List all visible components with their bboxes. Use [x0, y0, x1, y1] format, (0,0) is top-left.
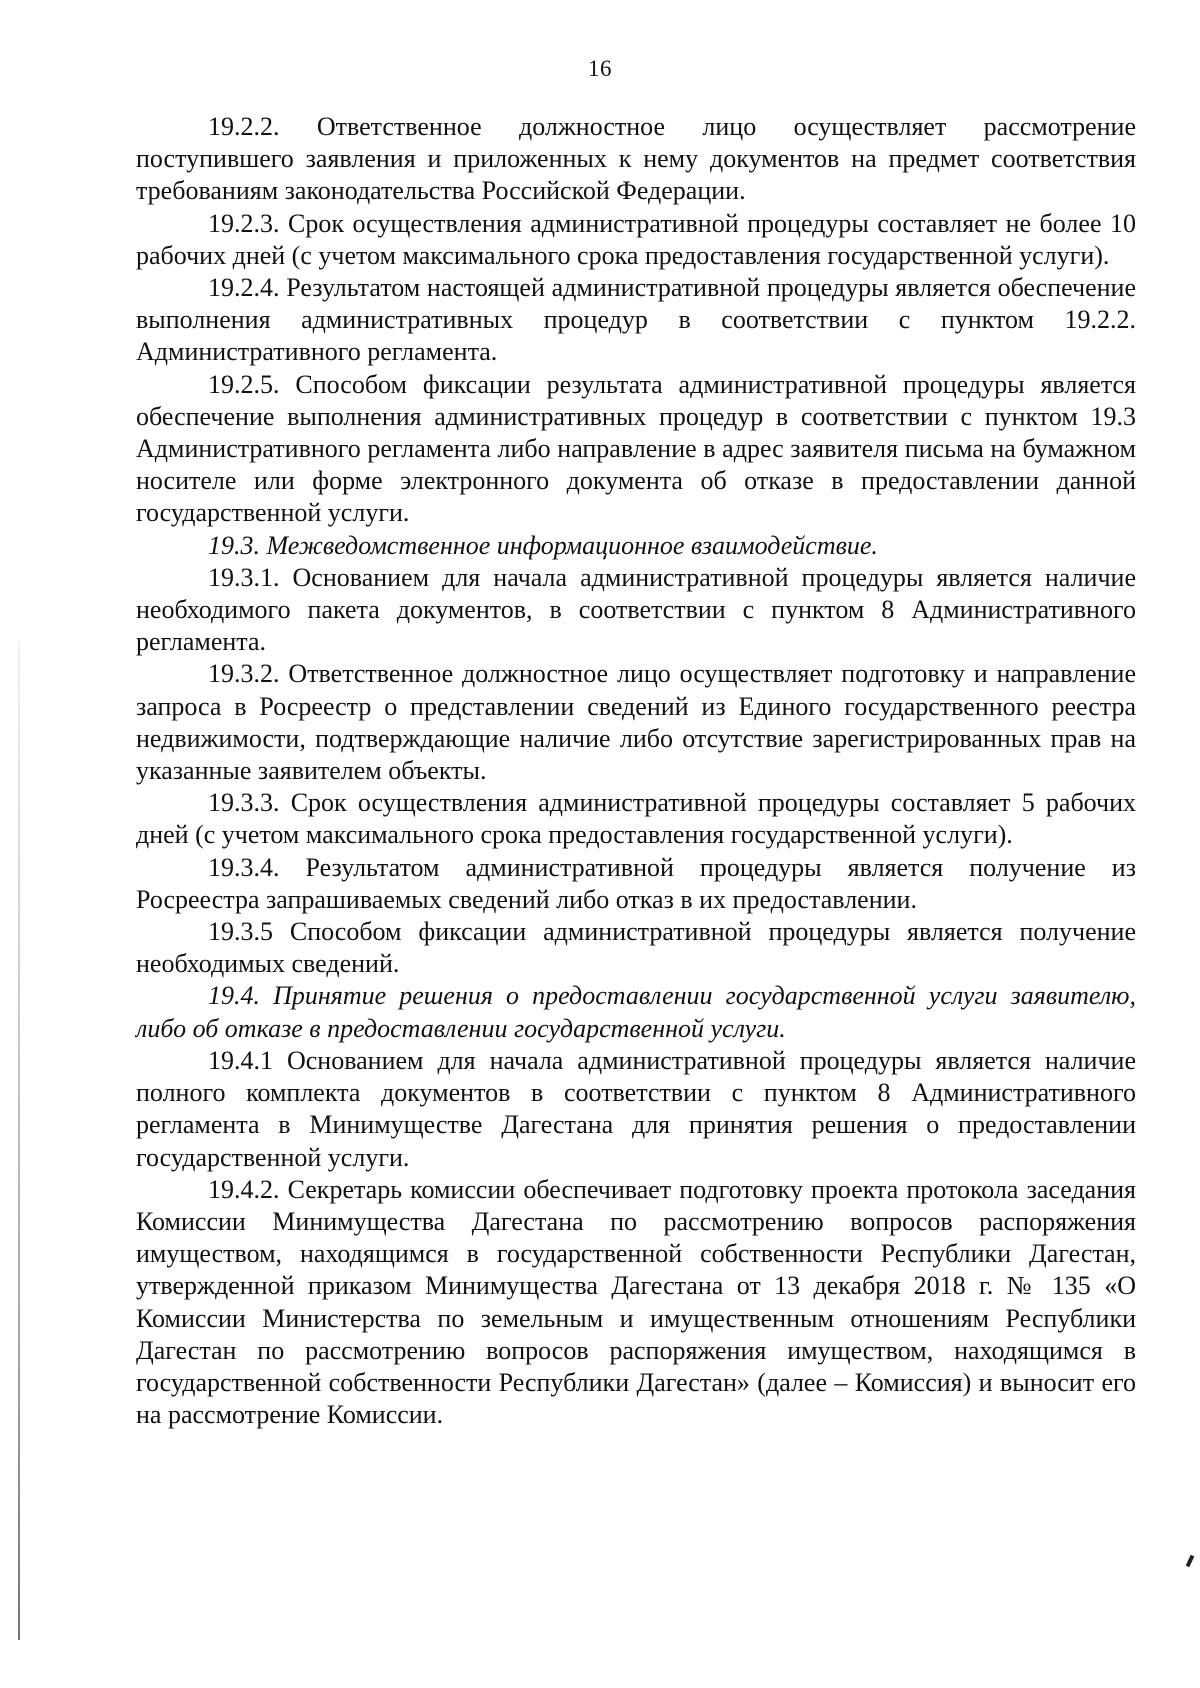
section-heading-19-3: 19.3. Межведомственное информационное взаимодействие.	[208, 530, 878, 560]
paragraph-19-4-2: 19.4.2. Секретарь комиссии обеспечивает подготовку проекта протокола заседания Комиссии Минимущества Дагестана по рассмотрению вопросов распоряжения имуществом, находящимся в государственной собственности Республики Дагестан, утвержденной приказом Минимущества Дагестана от 13 декабря 2018 г. № 135 «О Комиссии Министерства по земельным и имущественным отношениям Республики Дагестан по рассмотрению вопросов распоряжения имуществом, находящимся в государственной собственности Республики Дагестан» (далее – Комиссия) и выносит его на рассмотрение Комиссии.	[136, 1174, 1136, 1430]
scan-speck-mark	[1186, 1555, 1195, 1568]
section-heading-19-4: 19.4. Принятие решения о предоставлении государственной услуги заявителю, либо об отказе в предоставлении государственной услуги.	[136, 981, 1136, 1043]
paragraph-19-3-5: 19.3.5 Способом фиксации административной процедуры является получение необходимых сведений.	[136, 917, 1136, 979]
paragraph-19-2-4: 19.2.4. Результатом настоящей административной процедуры является обеспечение выполнения административных процедур в соответствии с пунктом 19.2.2. Административного регламента.	[136, 273, 1136, 367]
scan-edge-mark	[18, 640, 20, 1640]
paragraph-19-3-2: 19.3.2. Ответственное должностное лицо осуществляет подготовку и направление запроса в Росреестр о представлении сведений из Единого государственного реестра недвижимости, подтверждающие наличие либо отсутствие зарегистрированных прав на указанные заявителем объекты.	[136, 659, 1136, 786]
paragraph-19-2-5: 19.2.5. Способом фиксации результата административной процедуры является обеспечение выполнения административных процедур в соответствии с пунктом 19.3 Административного регламента либо направление в адрес заявителя письма на бумажном носителе или форме электронного документа об отказе в предоставлении данной государственной услуги.	[136, 369, 1136, 528]
paragraph-19-3-3: 19.3.3. Срок осуществления административной процедуры составляет 5 рабочих дней (с учетом максимального срока предоставления государственной услуги).	[136, 788, 1136, 850]
page-number: 16	[588, 56, 612, 81]
paragraph-19-2-3: 19.2.3. Срок осуществления административной процедуры составляет не более 10 рабочих дней (с учетом максимального срока предоставления государственной услуги).	[136, 208, 1136, 270]
document-body	[136, 111, 1136, 1431]
paragraph-19-2-2: 19.2.2. Ответственное должностное лицо осуществляет рассмотрение поступившего заявления и приложенных к нему документов на предмет соответствия требованиям законодательства Российской Федерации.	[136, 112, 1136, 206]
paragraph-19-4-1: 19.4.1 Основанием для начала административной процедуры является наличие полного комплекта документов в соответствии с пунктом 8 Административного регламента в Минимуществе Дагестана для принятия решения о предоставлении государственной услуги.	[136, 1045, 1136, 1172]
paragraph-19-3-4: 19.3.4. Результатом административной процедуры является получение из Росреестра запрашиваемых сведений либо отказ в их предоставлении.	[136, 852, 1136, 914]
paragraph-19-3-1: 19.3.1. Основанием для начала административной процедуры является наличие необходимого пакета документов, в соответствии с пунктом 8 Административного регламента.	[136, 562, 1136, 657]
